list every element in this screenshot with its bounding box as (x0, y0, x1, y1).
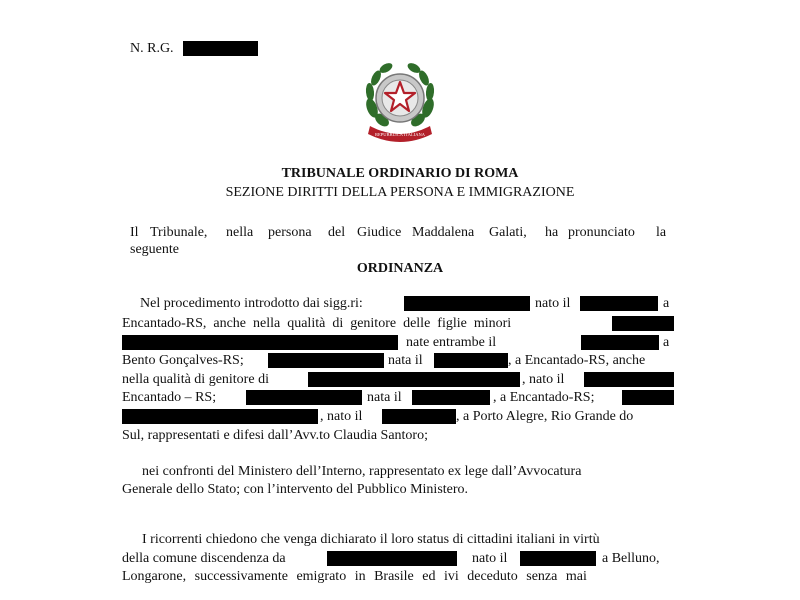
redaction-box (404, 296, 530, 311)
p1-text: nato il (535, 296, 571, 311)
p1-text: nata il (367, 390, 402, 405)
redaction-box (183, 41, 258, 56)
p1-text: nate entrambe il (406, 335, 497, 350)
redaction-box (581, 335, 659, 350)
intro-word: ha (545, 225, 559, 240)
p3-text: Longarone, successivamente emigrato in Brasile ed ivi deceduto senza mai (122, 569, 587, 584)
redaction-box (584, 372, 674, 387)
p1-text: , a Encantado-RS, anche (508, 353, 646, 368)
redaction-box (308, 372, 520, 387)
redaction-box (268, 353, 384, 368)
p1-text: Encantado – RS; (122, 390, 217, 405)
redaction-box (622, 390, 674, 405)
p1-text: a (663, 335, 670, 350)
intro-word: Il (130, 225, 139, 240)
intro-word: pronunciato (568, 225, 635, 240)
redaction-box (580, 296, 658, 311)
redaction-box (122, 335, 398, 350)
redaction-box (327, 551, 457, 566)
intro-word: nella (226, 225, 254, 240)
p1-text: nata il (388, 353, 423, 368)
ordinance-title: ORDINANZA (356, 261, 444, 276)
emblem-ribbon-text: REPUBBLICA ITALIANA (374, 132, 426, 137)
p1-text: , a Porto Alegre, Rio Grande do (456, 409, 634, 424)
p2-text: nei confronti del Ministero dell’Interno, rappresentato ex lege dall’Avvocatura (142, 464, 582, 479)
intro-word: Maddalena (412, 225, 475, 240)
p1-text: a (663, 296, 670, 311)
p1-text: Encantado-RS, anche nella qualità di genitore delle figlie minori (122, 316, 512, 331)
redaction-box (520, 551, 596, 566)
redaction-box (382, 409, 456, 424)
p3-text: della comune discendenza da (122, 551, 286, 566)
court-title: TRIBUNALE ORDINARIO DI ROMA (281, 166, 519, 181)
intro-word: Giudice (357, 225, 402, 240)
rg-label: N. R.G. (130, 41, 174, 56)
redaction-box (412, 390, 490, 405)
intro-word: Tribunale, (150, 225, 208, 240)
p3-text: I ricorrenti chiedono che venga dichiarato il loro status di cittadini italiani in virtù (142, 532, 600, 547)
p1-text: , a Encantado-RS; (493, 390, 595, 405)
intro-word: Galati, (489, 225, 527, 240)
intro-word: del (328, 225, 346, 240)
redaction-box (246, 390, 362, 405)
p3-text: a Belluno, (602, 551, 660, 566)
p1-text: nella qualità di genitore di (122, 372, 269, 387)
p1-text: Sul, rappresentati e difesi dall’Avv.to Claudia Santoro; (122, 428, 428, 443)
intro-word: persona (268, 225, 312, 240)
p2-text: Generale dello Stato; con l’intervento del Pubblico Ministero. (122, 482, 469, 497)
p1-text: , nato il (522, 372, 565, 387)
redaction-box (612, 316, 674, 331)
court-section: SEZIONE DIRITTI DELLA PERSONA E IMMIGRAZIONE (225, 185, 575, 200)
redaction-box (122, 409, 318, 424)
intro-line2: seguente (130, 242, 179, 257)
republic-emblem (362, 60, 438, 144)
p1-text: Bento Gonçalves-RS; (122, 353, 244, 368)
p1-text: , nato il (320, 409, 363, 424)
p1-text: Nel procedimento introdotto dai sigg.ri: (140, 296, 363, 311)
redaction-box (434, 353, 508, 368)
p3-text: nato il (472, 551, 508, 566)
intro-word: la (656, 225, 667, 240)
